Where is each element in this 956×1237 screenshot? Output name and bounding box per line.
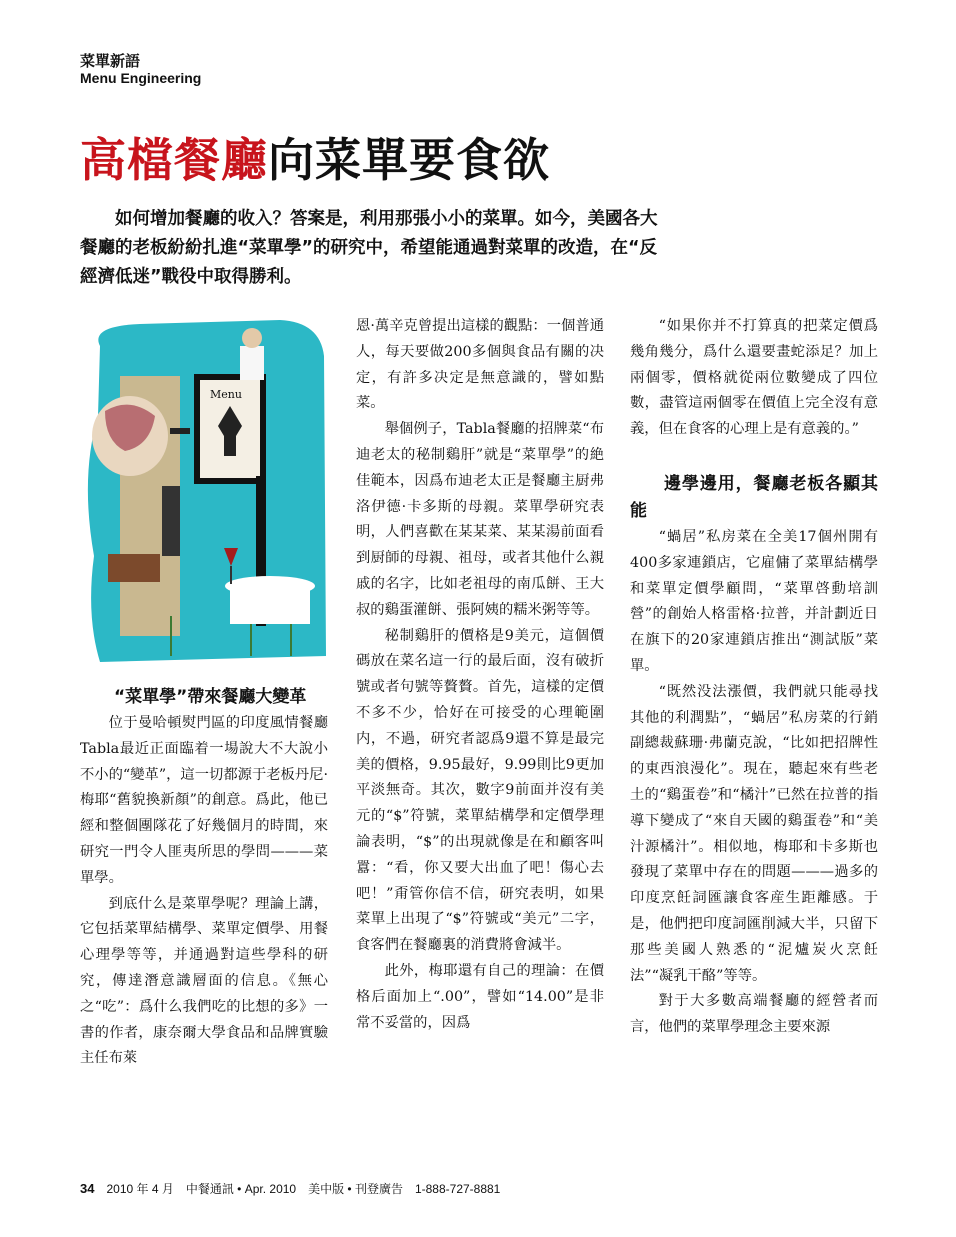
title-red-part: 高檔餐廳 [80,133,268,187]
column-2-paragraph-1: 恩·萬辛克曾提出這樣的觀點：一個普通人，每天要做200多個與食品有關的决定，有許多决定是無意識的，譬如點菜。 [356,318,604,412]
menu-card-text: Menu [210,388,242,401]
column-3 [630,314,878,1041]
page-footer [80,1180,500,1197]
column-1-paragraph-2: 到底什么是菜單學呢？理論上講，它包括菜單結構學、菜單定價學、用餐心理學等等，并通過對這些學科的研究，傳達潛意識層面的信息。《無心之“吃”：爲什么我們吃的比想的多》一書的作者，康奈爾大學食品和品牌實驗主任布萊 [80,895,328,1067]
article-illustration [80,316,328,664]
column-1 [80,684,328,1072]
column-3-paragraph-2: “蝸居”私房菜在全美17個州開有400多家連鎖店，它雇傭了菜單結構學和菜單定價學顧問，“菜單啓動培訓營”的創始人格雷格·拉普，并計劃近日在旗下的20家連鎖店推出“測試版”菜單。 [630,528,878,674]
page-number: 34 [80,1181,95,1196]
column-2-paragraph-4: 此外，梅耶還有自己的理論：在價格后面加上“.00”，譬如“14.00”是非常不妥當的，因爲 [356,962,604,1031]
section-label-cn: 菜單新語 [80,52,141,70]
article-title [80,132,550,188]
footer-text: 2010 年 4 月 中餐通訊 • Apr. 2010 美中版 • 刊登廣告 1-888-727-8881 [106,1182,501,1196]
column-1-paragraph-1: 位于曼哈頓熨門區的印度風情餐廳Tabla最近正面臨着一場說大不大說小不小的“變革”，這一切都源于老板丹尼·梅耶“舊貌換新顏”的創意。爲此，他已經和整個團隊花了好幾個月的時間，來研究一門令人匪夷所思的學問———菜單學。 [80,715,328,886]
column-2 [356,314,604,1036]
article-lead: 如何增加餐廳的收入？答案是，利用那張小小的菜單。如今，美國各大餐廳的老板紛紛扎進“菜單學”的研究中，希望能通過對菜單的改造，在“反經濟低迷”戰役中取得勝利。 [80,209,658,287]
section-label-en: Menu Engineering [80,70,202,86]
column-1-heading: “菜單學”帶來餐廳大變革 [114,687,307,707]
column-3-paragraph-3: “既然没法漲價，我們就只能尋找其他的利潤點”，“蝸居”私房菜的行銷副總裁蘇珊·弗蘭克說，“比如把招牌性的東西浪漫化”。現在，聽起來有些老土的“鷄蛋卷”和“橘汁”已然在拉普的指導下變成了“來自天國的鷄蛋卷”和“美汁源橘汁”。相似地，梅耶和卡多斯也發現了菜單中存在的問題———過多的印度烹飪詞匯讓食客産生距離感。于是，他們把印度詞匯削減大半，只留下那些美國人熟悉的“泥爐炭火烹飪法”“凝乳干酪”等等。 [630,683,878,984]
column-3-paragraph-4: 對于大多數高端餐廳的經營者而言，他們的菜單學理念主要來源 [630,993,878,1036]
title-black-part: 向菜單要食欲 [268,133,550,187]
column-2-paragraph-2: 舉個例子，Tabla餐廳的招牌菜“布迪老太的秘制鷄肝”就是“菜單學”的絶佳範本，因爲布迪老太正是餐廳主厨弗洛伊德·卡多斯的母親。菜單學研究表明，人們喜歡在某某菜、某某湯前面看到厨師的母親、祖母，或者其他什么親戚的名字，比如老祖母的南瓜餅、王大叔的鷄蛋灌餅、張阿姨的糯米粥等等。 [356,421,604,618]
column-3-paragraph-1: “如果你并不打算真的把菜定價爲幾角幾分，爲什么還要畫蛇添足？加上兩個零，價格就從兩位數變成了四位數，盡管這兩個零在價值上完全沒有意義，但在食客的心理上是有意義的。” [630,318,878,438]
column-3-heading: 邊學邊用，餐廳老板各顯其能 [630,473,878,521]
column-2-paragraph-3: 秘制鷄肝的價格是9美元，這個價碼放在菜名這一行的最后面，沒有破折號或者句號等贅贅。首先，這樣的定價不多不少，恰好在可接受的心理範圍内，不過，研究者認爲9還不算是最完美的價格，9.95最好，9.99則比9更加平淡無奇。其次，數字9前面并沒有美元的“$”符號，菜單結構學和定價學理論表明，“$”的出現就像是在和顧客叫囂：“看，你又要大出血了吧！傷心去吧！”甭管你信不信，研究表明，如果菜單上出現了“$”符號或“美元”二字，食客們在餐廳裏的消費將會減半。 [356,627,604,954]
menu-card [194,374,266,484]
